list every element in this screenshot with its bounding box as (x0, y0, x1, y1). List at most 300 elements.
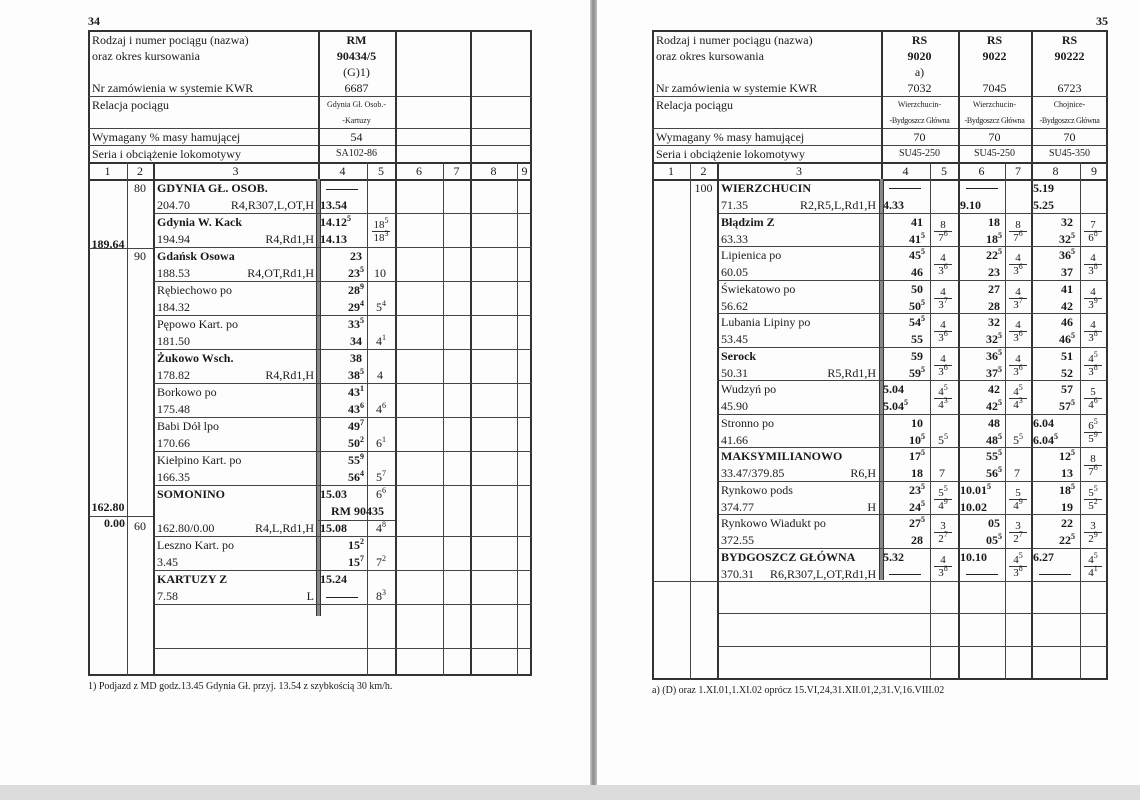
time-value: 41 (1061, 281, 1073, 296)
time-superscript: 5 (360, 367, 364, 376)
station-name: KARTUZY Z (157, 572, 228, 586)
header-label: Relacja pociągu (656, 98, 733, 112)
running-time-fraction (1081, 550, 1105, 579)
table-rule (717, 246, 1108, 247)
arrival-time (320, 453, 364, 467)
time-superscript: 2 (360, 435, 364, 444)
running-time-minimum: $7^6$ (1088, 463, 1098, 478)
time-superscript (981, 197, 983, 206)
speed-limit: 100 (694, 181, 713, 195)
running-time (369, 589, 393, 603)
running-time-fraction (931, 483, 955, 512)
arrival-time (960, 282, 1002, 296)
station-codes: R4,R307,L,OT,H (230, 198, 314, 212)
table-rule (717, 548, 1108, 549)
time-value: 59 (909, 365, 921, 380)
departure-time (883, 332, 925, 346)
table-rule (395, 383, 532, 384)
running-time (369, 470, 393, 484)
departure-time (1033, 533, 1075, 547)
table-rule (395, 417, 532, 418)
time-superscript (1000, 281, 1002, 290)
departure-time (320, 198, 364, 212)
arrival-time (1033, 315, 1075, 329)
time-value: 17 (909, 449, 921, 463)
column-number: 2 (700, 164, 707, 178)
train-kind: RS (986, 33, 1003, 47)
time-superscript: 5 (921, 431, 925, 441)
header-label: Seria i obciążenie lokomotywy (656, 147, 805, 161)
table-rule (395, 30, 397, 676)
time-superscript (347, 571, 349, 580)
table-rule (717, 447, 1108, 448)
table-rule (88, 96, 532, 97)
running-time-minimum: $2^7$ (1013, 530, 1023, 545)
arrival-time (1033, 248, 1075, 262)
table-rule (153, 162, 155, 676)
train-brake: 54 (350, 130, 363, 144)
station-name: Świekatowo po (721, 281, 796, 296)
station-codes: R4,Rd1,H (265, 368, 314, 382)
time-superscript: 5 (921, 481, 925, 491)
running-time-normal: 7 (1084, 219, 1102, 232)
time-value: 19 (1061, 499, 1073, 514)
station-codes: R4,OT,Rd1,H (247, 266, 314, 280)
time-value: 18 (986, 231, 998, 246)
running-time-normal: $4^5$ (1084, 353, 1102, 366)
time-value: 28 (348, 283, 360, 297)
station-codes: R2,R5,L,Rd1,H (799, 198, 876, 212)
time-value: 46 (911, 265, 923, 279)
train-kind: RM (346, 33, 367, 47)
time-superscript: 7 (382, 469, 386, 478)
table-rule (717, 646, 1108, 647)
departure-time (1033, 366, 1075, 380)
time-value: 7 (1014, 466, 1020, 480)
time-superscript (362, 350, 364, 359)
station-km: 170.66 (157, 436, 190, 450)
running-time-fraction (931, 554, 955, 579)
departure-time (883, 232, 925, 246)
running-time-minimum: $7^6$ (1013, 228, 1023, 244)
arrival-time (320, 487, 364, 501)
running-time-fraction (1081, 286, 1105, 311)
table-rule (153, 648, 532, 649)
column-number: 4 (339, 164, 346, 178)
station-name: Lipienica po (721, 248, 782, 262)
departure-time (883, 533, 925, 547)
departure-time (320, 521, 364, 535)
time-superscript (904, 197, 906, 206)
time-value: 14.12 (320, 215, 347, 229)
time-value: 32 (1061, 214, 1073, 229)
train-kind: RS (1061, 33, 1078, 47)
time-value: 10 (909, 432, 921, 447)
running-time-normal: 4 (1009, 286, 1027, 299)
train-relation: -Bydgoszcz Główna (889, 116, 950, 125)
table-rule (395, 536, 532, 537)
running-time-normal: $18^5$ (373, 216, 389, 231)
running-time-minimum: $4^3$ (938, 396, 948, 411)
time-superscript: 5 (998, 331, 1002, 340)
station-km: 7.58 (157, 589, 178, 603)
train-relation: -Kartuzy (342, 116, 371, 125)
arrival-time (320, 215, 364, 229)
running-time-minimum: $3^9$ (1088, 295, 1098, 311)
time-value: 32 (986, 332, 998, 346)
table-rule (652, 581, 717, 582)
arrival-time (960, 416, 1002, 430)
running-time-fraction (1006, 286, 1030, 311)
time-superscript (1000, 515, 1002, 524)
arrival-time (960, 550, 1002, 564)
time-superscript (1000, 314, 1002, 323)
station-km: 181.50 (157, 334, 190, 348)
departure-time (883, 433, 925, 447)
time-superscript (923, 264, 925, 273)
train-brake: 70 (1063, 130, 1076, 144)
time-value: 55 (911, 332, 923, 346)
time-value: 32 (988, 315, 1000, 329)
running-time-fraction (1006, 353, 1030, 378)
speed-limit: 90 (134, 249, 146, 263)
running-time-minimum: $3^6$ (938, 262, 948, 277)
departure-time (320, 470, 364, 484)
time-superscript: 6 (382, 486, 386, 495)
departure-time (1033, 299, 1075, 313)
time-superscript: 5 (998, 532, 1002, 541)
time-value: 50 (911, 281, 923, 296)
departure-time (960, 198, 1002, 212)
departure-time (1033, 466, 1075, 480)
arrival-time (1033, 483, 1075, 497)
station-codes: R4,L,Rd1,H (254, 521, 314, 535)
time-superscript (923, 331, 925, 340)
time-value: 23 (909, 482, 921, 497)
time-superscript: 2 (382, 554, 386, 563)
time-superscript: 5 (998, 347, 1002, 357)
arrival-time (1033, 382, 1075, 396)
station-codes: R6,H (850, 466, 876, 480)
time-value: 43 (348, 402, 360, 416)
time-value: 18 (1059, 482, 1071, 497)
table-rule (717, 347, 1108, 348)
table-rule (395, 281, 532, 282)
time-superscript: 2 (360, 537, 364, 546)
no-time-dash (889, 188, 921, 189)
arrival-time (320, 351, 364, 365)
running-time (369, 555, 393, 569)
running-time-normal: $4^5$ (1009, 554, 1027, 567)
station-name: BYDGOSZCZ GŁÓWNA (721, 549, 856, 564)
arrival-time (1033, 181, 1075, 195)
table-rule (690, 162, 691, 680)
station-km: 71.35 (721, 198, 748, 212)
arrival-time (960, 483, 1002, 497)
time-value: 7 (376, 555, 382, 569)
speed-limit: 60 (134, 519, 146, 533)
running-time-normal: 3 (1084, 520, 1102, 533)
time-superscript: 3 (382, 588, 386, 597)
running-time-minimum: $18^3$ (373, 229, 389, 244)
station-km: 175.48 (157, 402, 190, 416)
time-value: 54 (909, 315, 921, 329)
train-period: a) (914, 65, 925, 79)
time-superscript (904, 381, 906, 390)
book-gutter (590, 0, 597, 800)
time-superscript: 5 (987, 481, 991, 491)
time-value: 28 (911, 533, 923, 547)
running-time-normal: 4 (1009, 319, 1027, 332)
footnote: a) (D) oraz 1.XI.01,1.XI.02 oprócz 15.VI,24,31.XII.01,2,31.V,16.VIII.02 (652, 685, 945, 696)
time-value: 51 (1061, 348, 1073, 363)
time-superscript: 5 (1071, 448, 1075, 457)
arrival-time (320, 419, 364, 433)
time-superscript: 5 (1071, 481, 1075, 491)
time-value: 42 (986, 399, 998, 413)
station-name: WIERZCHUCIN (721, 181, 812, 195)
time-superscript: 7 (360, 554, 364, 563)
station-km: 45.90 (721, 399, 748, 413)
time-value: 18 (911, 466, 923, 480)
running-time-minimum: $2^7$ (938, 530, 948, 545)
departure-time (1033, 433, 1075, 447)
time-value: 5.04 (883, 382, 904, 396)
running-time-minimum: $3^7$ (938, 295, 948, 311)
table-rule (652, 128, 1108, 129)
running-time-fraction (1006, 319, 1030, 344)
header-label: Relacja pociągu (92, 98, 169, 112)
running-time-normal: 3 (1009, 520, 1027, 533)
table-rule (367, 162, 368, 676)
table-rule (127, 248, 153, 249)
time-value: 57 (1061, 382, 1073, 396)
running-time-minimum: $3^6$ (1013, 262, 1023, 277)
time-superscript (347, 486, 349, 495)
running-time-normal: 4 (1009, 252, 1027, 265)
table-rule (153, 604, 395, 605)
departure-time (320, 436, 364, 450)
time-superscript (1073, 214, 1075, 223)
departure-time (960, 366, 1002, 380)
time-value: 52 (1061, 365, 1073, 380)
time-superscript: 1 (360, 384, 364, 393)
departure-time (960, 299, 1002, 313)
time-superscript: 5 (1071, 230, 1075, 240)
departure-time (883, 198, 925, 212)
departure-time (320, 266, 364, 280)
departure-time (960, 533, 1002, 547)
time-superscript: 5 (998, 247, 1002, 256)
station-km: 166.35 (157, 470, 190, 484)
time-value: 22 (1061, 516, 1073, 530)
running-time-fraction (1081, 453, 1105, 478)
running-time-minimum: $2^9$ (1088, 530, 1098, 545)
running-time-normal: $4^5$ (1009, 386, 1027, 399)
time-value: 43 (348, 385, 360, 399)
time-superscript: 1 (382, 333, 386, 342)
time-superscript: 9 (360, 282, 364, 291)
time-value: 13 (1061, 466, 1073, 480)
arrival-time (883, 282, 925, 296)
time-value: 55 (986, 449, 998, 463)
time-value: 5.25 (1033, 198, 1054, 212)
arrival-time (960, 349, 1002, 363)
time-value: 6 (376, 436, 382, 450)
time-superscript: 5 (998, 465, 1002, 474)
running-time-minimum: $3^8$ (1013, 563, 1023, 579)
running-time-normal: 5 (1084, 386, 1102, 399)
time-value: 15 (348, 538, 360, 552)
arrival-time (320, 249, 364, 263)
running-time-fraction (931, 252, 955, 277)
page-number: 35 (1096, 14, 1108, 28)
time-value: 5.32 (883, 549, 904, 564)
time-value: 46 (1061, 315, 1073, 329)
time-superscript (923, 465, 925, 474)
time-superscript (987, 499, 989, 508)
station-km: 63.33 (721, 231, 748, 246)
station-km: 188.53 (157, 266, 190, 280)
running-time-minimum: $3^6$ (1013, 329, 1023, 344)
station-codes: L (306, 589, 314, 603)
time-value: 56 (986, 466, 998, 480)
station-codes: R6,R307,L,OT,Rd1,H (770, 566, 877, 581)
running-time (369, 487, 393, 501)
column-number: 1 (668, 164, 674, 178)
time-value: 29 (348, 300, 360, 314)
station-codes: H (867, 499, 876, 514)
time-value: 48 (986, 432, 998, 447)
arrival-time (320, 317, 364, 331)
header-label: Rodzaj i numer pociągu (nazwa) (656, 33, 813, 47)
arrival-time (883, 248, 925, 262)
arrival-time (960, 248, 1002, 262)
arrival-time (1033, 449, 1075, 463)
table-rule (318, 162, 320, 179)
station-name: Gdańsk Osowa (157, 249, 235, 263)
speed-limit: 80 (134, 181, 146, 195)
no-time-dash (326, 189, 358, 190)
running-time-fraction (1081, 483, 1105, 512)
running-time-fraction (1081, 319, 1105, 344)
running-time-normal: 4 (1009, 353, 1027, 366)
departure-time (960, 232, 1002, 246)
table-rule (717, 414, 1108, 415)
time-value: 4 (376, 402, 382, 416)
time-superscript: 6 (382, 401, 386, 410)
arrival-time (883, 449, 925, 463)
running-time-fraction (931, 353, 955, 378)
time-value: 59 (911, 348, 923, 363)
no-time-dash (326, 597, 358, 598)
table-rule (652, 145, 1108, 146)
column-number: 4 (902, 164, 909, 178)
departure-time (320, 368, 364, 382)
table-rule (717, 581, 1108, 582)
train-brake: 70 (988, 130, 1001, 144)
table-rule (153, 570, 395, 571)
table-rule (717, 213, 1108, 214)
time-value: 5.04 (883, 399, 904, 413)
time-value: 22 (986, 248, 998, 262)
running-time-fraction (1006, 520, 1030, 545)
column-number: 5 (941, 164, 947, 178)
time-value: 38 (350, 351, 362, 365)
column-number: 8 (490, 164, 497, 178)
time-superscript: 5 (944, 431, 948, 441)
station-name: Gdynia W. Kack (157, 215, 243, 229)
station-km: 56.62 (721, 298, 748, 313)
time-superscript: 5 (921, 364, 925, 374)
running-time-fraction (1081, 219, 1105, 244)
time-value: 15.03 (320, 487, 347, 501)
time-value: 38 (348, 368, 360, 382)
time-superscript: 5 (921, 230, 925, 240)
time-value: 23 (988, 265, 1000, 279)
time-superscript (904, 549, 906, 558)
time-value: 37 (986, 365, 998, 380)
running-time-normal: 8 (1084, 453, 1102, 466)
running-time (1006, 466, 1030, 480)
train-relation: Gdynia Gł. Osob.- (326, 100, 387, 109)
time-superscript (923, 214, 925, 223)
running-time (1006, 433, 1030, 447)
time-superscript (1054, 549, 1056, 558)
km-marker: 189.64 (91, 237, 125, 251)
table-rule (717, 481, 1108, 482)
table-rule (717, 162, 719, 680)
table-rule (395, 247, 532, 248)
header-label: oraz okres kursowania (656, 49, 764, 63)
station-name: Babi Dół lpo (157, 419, 219, 433)
time-superscript (1073, 264, 1075, 273)
arrival-time (960, 382, 1002, 396)
table-rule (153, 281, 395, 282)
departure-time (960, 433, 1002, 447)
train-brake: 70 (913, 130, 926, 144)
time-superscript: 5 (921, 515, 925, 524)
header-label: Rodzaj i numer pociągu (nazwa) (92, 33, 249, 47)
time-superscript (1073, 465, 1075, 474)
time-value: 13.54 (320, 198, 347, 212)
departure-time (1033, 399, 1075, 413)
time-value: 5 (938, 432, 944, 447)
header-label: Wymagany % masy hamującej (656, 130, 805, 144)
time-value: 57 (1059, 399, 1071, 413)
train-relation: -Bydgoszcz Główna (1039, 116, 1100, 125)
running-time-fraction (1081, 386, 1105, 411)
time-value: 24 (909, 499, 921, 514)
time-superscript: 5 (1071, 247, 1075, 256)
running-time-normal: 8 (934, 219, 952, 232)
arrival-time (883, 550, 925, 564)
arrival-time (883, 382, 925, 396)
time-value: 34 (350, 334, 362, 348)
station-km: 60.05 (721, 265, 748, 279)
running-time-normal: $5^5$ (934, 487, 952, 500)
departure-time (1033, 198, 1075, 212)
table-rule (395, 485, 532, 486)
running-time-minimum: $3^6$ (1013, 362, 1023, 378)
departure-time (883, 399, 925, 413)
time-value: 4 (377, 368, 383, 382)
station-name: Żukowo Wsch. (157, 351, 234, 365)
time-superscript (347, 520, 349, 529)
column-number: 8 (1052, 164, 1059, 178)
time-superscript: 5 (904, 398, 908, 407)
station-km: 178.82 (157, 368, 190, 382)
